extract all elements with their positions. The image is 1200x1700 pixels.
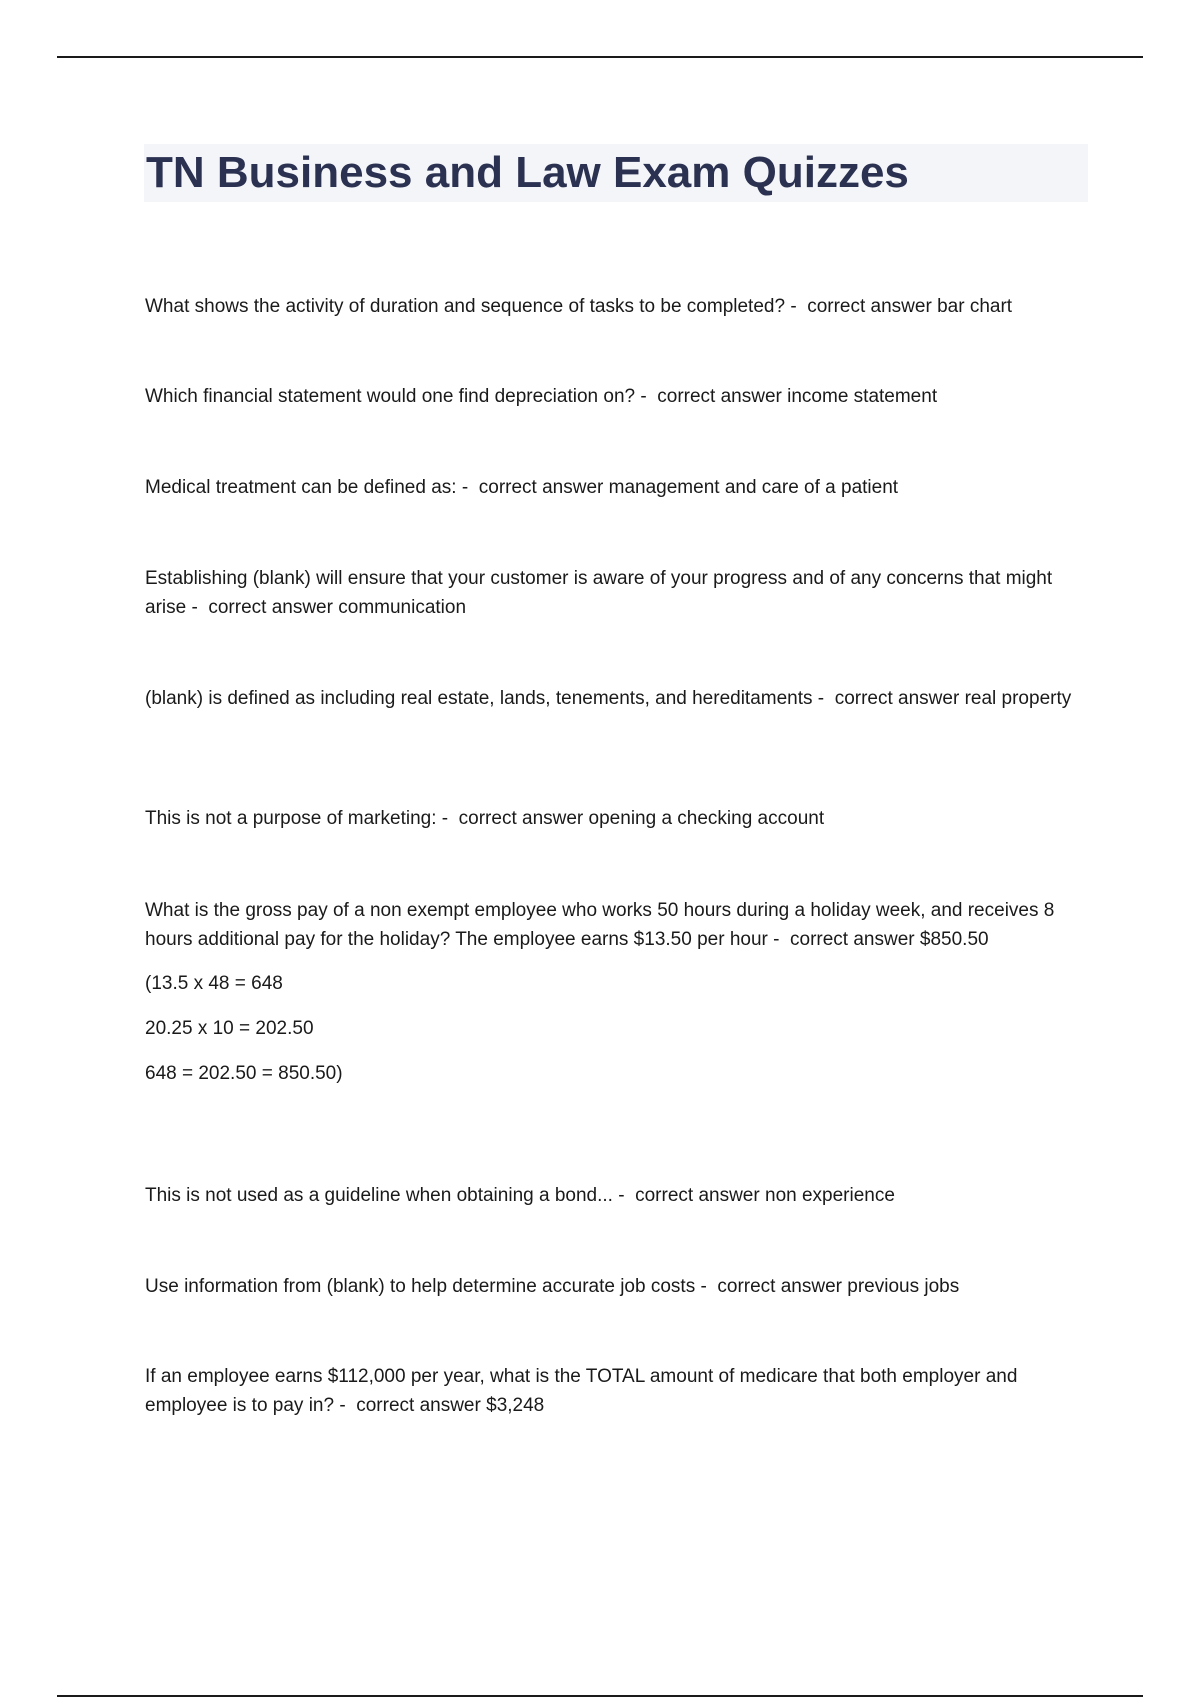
answer-prefix: correct answer: [807, 296, 932, 317]
qa-item-4: [145, 564, 1095, 622]
answer-prefix: correct answer: [657, 386, 782, 407]
calculation-line: (13.5 x 48 = 648: [145, 973, 283, 994]
header-rule: [57, 56, 1143, 58]
question-text: This is not used as a guideline when obtaining a bond... -: [145, 1185, 625, 1206]
qa-item-9: [145, 1272, 1095, 1301]
question-text: If an employee earns $112,000 per year, what is the TOTAL amount of medicare that both employer and employee is to pay in? -: [145, 1366, 1018, 1416]
answer-prefix: correct answer: [208, 597, 333, 618]
question-text: Use information from (blank) to help determine accurate job costs -: [145, 1276, 707, 1297]
qa-text: [145, 292, 1095, 321]
answer-text: non experience: [765, 1185, 895, 1206]
qa-item-6: [145, 804, 1095, 833]
answer-text: communication: [338, 597, 467, 618]
answer-text: opening a checking account: [588, 808, 825, 829]
question-text: What shows the activity of duration and sequence of tasks to be completed? -: [145, 296, 797, 317]
question-text: Which financial statement would one find depreciation on? -: [145, 386, 647, 407]
answer-prefix: correct answer: [635, 1185, 760, 1206]
qa-text: [145, 564, 1095, 622]
qa-text: [145, 684, 1095, 713]
question-text: What is the gross pay of a non exempt employee who works 50 hours during a holiday week, and receives 8 hours additional pay for the holiday? The employee earns $13.50 per hour -: [145, 900, 1055, 950]
answer-prefix: correct answer: [717, 1276, 842, 1297]
question-text: Medical treatment can be defined as: -: [145, 477, 469, 498]
question-text: This is not a purpose of marketing: -: [145, 808, 449, 829]
qa-text: [145, 1181, 1095, 1210]
answer-text: bar chart: [937, 296, 1013, 317]
calculation-work: [145, 969, 1095, 1088]
answer-text: previous jobs: [847, 1276, 960, 1297]
answer-prefix: correct answer: [834, 688, 960, 709]
qa-text: [145, 1272, 1095, 1301]
qa-item-1: [145, 292, 1095, 321]
answer-text: income statement: [787, 386, 938, 407]
answer-prefix: correct answer: [458, 808, 584, 829]
answer-prefix: correct answer: [790, 929, 915, 950]
qa-text: [145, 804, 1095, 833]
answer-text: management and care of a patient: [608, 477, 899, 498]
answer-prefix: correct answer: [356, 1395, 481, 1416]
qa-text: [145, 473, 1095, 502]
qa-item-8: [145, 1181, 1095, 1210]
calculation-line: 648 = 202.50 = 850.50): [145, 1063, 343, 1084]
answer-text: real property: [964, 688, 1072, 709]
question-text: Establishing (blank) will ensure that your customer is aware of your progress and of any concerns that might arise -: [145, 568, 1053, 618]
qa-text: [145, 382, 1095, 411]
qa-item-5: [145, 684, 1095, 713]
answer-text: $3,248: [486, 1395, 545, 1416]
page-title: TN Business and Law Exam Quizzes: [146, 148, 909, 197]
qa-text: [145, 896, 1095, 954]
calculation-line: 20.25 x 10 = 202.50: [145, 1018, 314, 1039]
qa-item-2: [145, 382, 1095, 411]
qa-text: [145, 1362, 1095, 1420]
qa-item-3: [145, 473, 1095, 502]
answer-text: $850.50: [919, 929, 989, 950]
answer-prefix: correct answer: [478, 477, 604, 498]
qa-item-7: [145, 896, 1095, 1104]
title-banner: [144, 144, 1088, 202]
question-text: (blank) is defined as including real estate, lands, tenements, and hereditaments -: [145, 688, 825, 709]
qa-item-10: [145, 1362, 1095, 1420]
footer-rule: [57, 1695, 1143, 1697]
